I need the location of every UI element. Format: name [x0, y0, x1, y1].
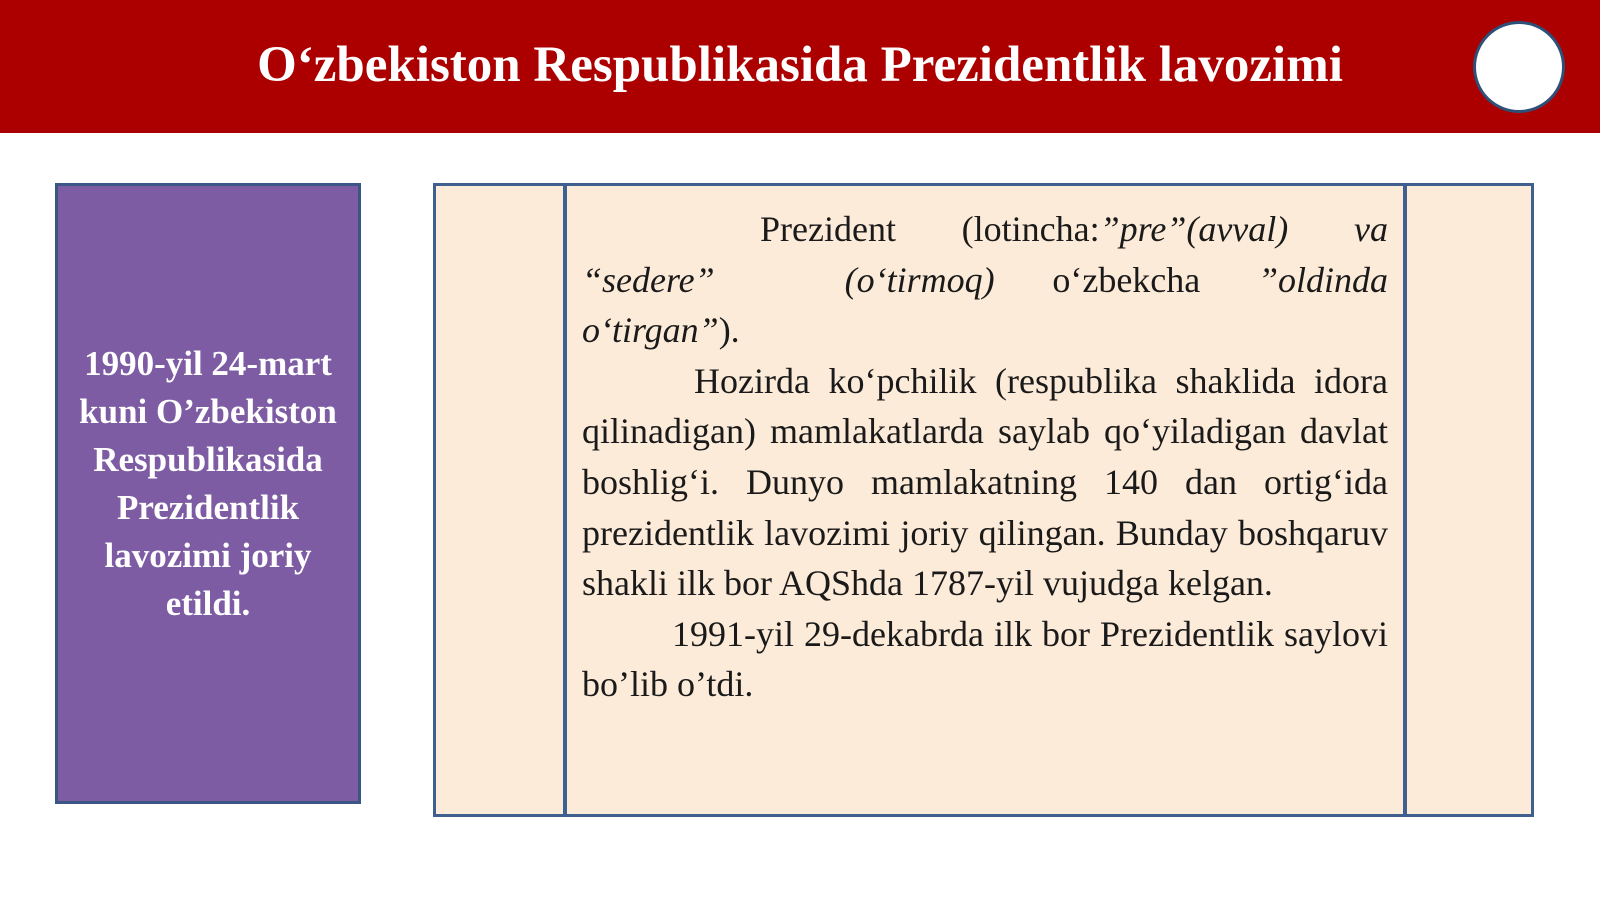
date-card — [55, 183, 361, 804]
etymology-otirmoq: (o‘tirmoq) — [844, 259, 995, 300]
date-card-text: 1990-yil 24-mart kuni O’zbekiston Respublikasida Prezidentlik lavozimi joriy etildi. — [79, 343, 337, 623]
etymology-pre: ”pre”(avval) — [1099, 209, 1289, 249]
info-panel — [433, 183, 1534, 817]
election-paragraph: 1991-yil 29-dekabrda ilk bor Prezidentlik saylovi bo’lib o’tdi. — [582, 613, 1388, 705]
header-bar — [0, 0, 1600, 133]
presidency-paragraph: Hozirda ko‘pchilik (respublika shaklida idora qilinadigan) mamlakatlarda saylab qo‘yiladigan davlat boshlig‘i. Dunyo mamlakatning 140 dan ortig‘ida prezidentlik lavozimi joriy qilingan. Bunday boshqaruv shakli ilk bor AQShda 1787-yil vujudga kelgan. — [582, 360, 1388, 604]
etymology-uzbekcha: o‘zbekcha — [1052, 259, 1201, 300]
etymology-paragraph — [582, 204, 1388, 356]
etymology-intro: Prezident (lotincha: — [760, 209, 1100, 249]
page-title: O‘zbekiston Respublikasida Prezidentlik lavozimi — [257, 37, 1343, 93]
etymology-oldinda: ”oldinda o‘tirgan” — [582, 259, 1388, 351]
etymology-sedere: “sedere” — [582, 259, 715, 300]
panel-divider-right — [1403, 186, 1407, 814]
etymology-va: va — [1354, 209, 1388, 249]
panel-divider-left — [563, 186, 567, 814]
etymology-closing: ). — [718, 310, 740, 351]
info-text-block — [582, 204, 1388, 710]
header-circle-badge — [1473, 21, 1565, 113]
